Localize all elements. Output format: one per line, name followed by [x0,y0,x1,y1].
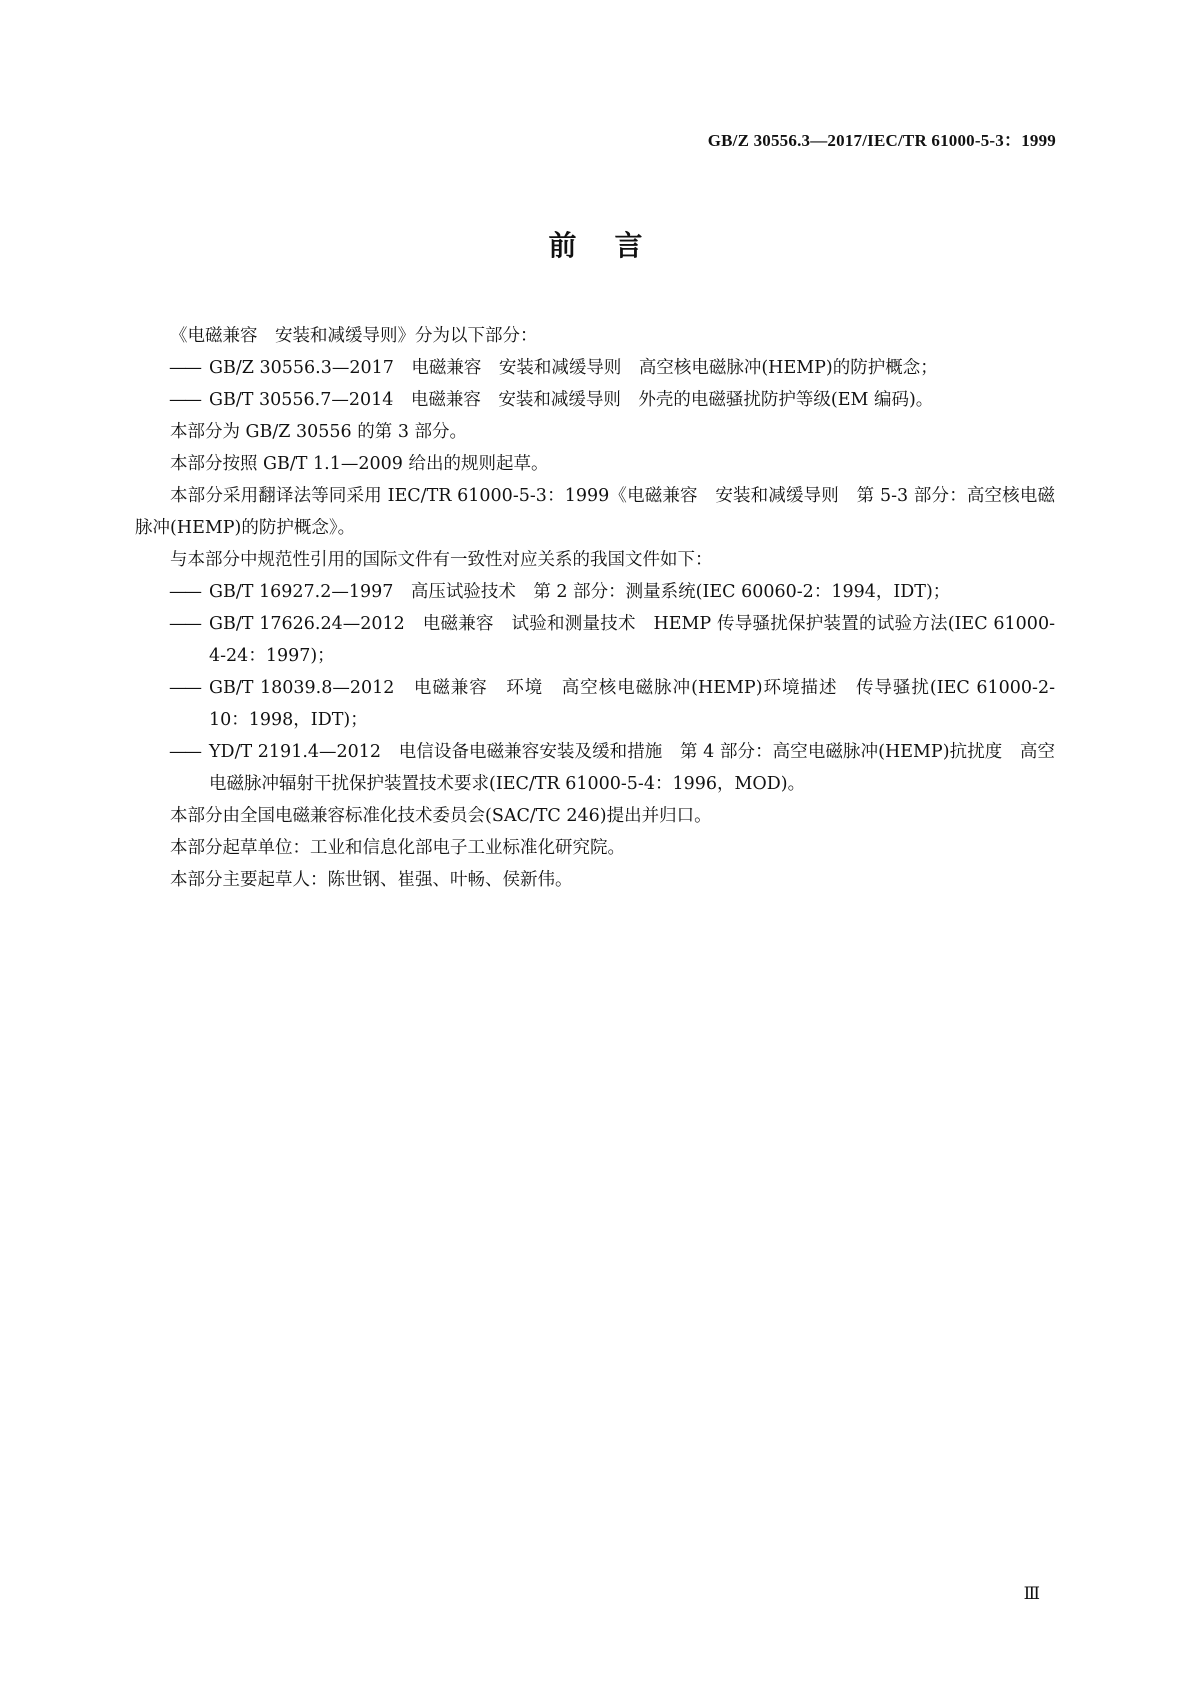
dash-marker: —— [169,678,200,698]
list-item-text: YD/T 2191.4—2012 电信设备电磁兼容安装及缓和措施 第 4 部分：高空电磁脉冲(HEMP)抗扰度 高空电磁脉冲辐射干扰保护装置技术要求(IEC/TR 61000-5-4：1996，MOD)。 [209,742,1055,794]
list-item-text: GB/T 30556.7—2014 电磁兼容 安装和减缓导则 外壳的电磁骚扰防护等级(EM 编码)。 [209,390,934,410]
paragraph-drafters: 本部分主要起草人：陈世钢、崔强、叶畅、侯新伟。 [170,870,573,890]
list-item-text: GB/T 16927.2—1997 高压试验技术 第 2 部分：测量系统(IEC 60060-2：1994，IDT)； [209,582,951,602]
list-item [135,576,1055,608]
paragraph-parts-intro: 《电磁兼容 安装和减缓导则》分为以下部分： [170,326,538,346]
dash-marker: —— [169,742,200,762]
list-item [135,608,1055,672]
dash-marker: —— [169,582,200,602]
page-title: 前言 [548,229,681,262]
page-number: Ⅲ [1023,1584,1039,1603]
paragraph-proposer: 本部分由全国电磁兼容标准化技术委员会(SAC/TC 246)提出并归口。 [170,806,712,826]
paragraph-drafting-unit: 本部分起草单位：工业和信息化部电子工业标准化研究院。 [170,838,625,858]
list-item [135,736,1055,800]
paragraph-part-number: 本部分为 GB/Z 30556 的第 3 部分。 [170,422,468,442]
list-item-text: GB/T 17626.24—2012 电磁兼容 试验和测量技术 HEMP 传导骚扰保护装置的试验方法(IEC 61000-4-24：1997)； [209,614,1055,666]
list-item-text: GB/T 18039.8—2012 电磁兼容 环境 高空核电磁脉冲(HEMP)环境描述 传导骚扰(IEC 61000-2-10：1998，IDT)； [209,678,1055,730]
standard-code-header: GB/Z 30556.3—2017/IEC/TR 61000-5-3：1999 [707,131,1056,150]
dash-marker: —— [169,390,200,410]
dash-marker: —— [169,358,200,378]
list-item-text: GB/Z 30556.3—2017 电磁兼容 安装和减缓导则 高空核电磁脉冲(HEMP)的防护概念； [209,358,938,378]
paragraph-drafting-rules: 本部分按照 GB/T 1.1—2009 给出的规则起草。 [170,454,549,474]
document-body [135,320,1055,896]
paragraph-adoption: 本部分采用翻译法等同采用 IEC/TR 61000-5-3：1999《电磁兼容 安装和减缓导则 第 5-3 部分：高空核电磁脉冲(HEMP)的防护概念》。 [135,486,1055,538]
list-item [135,672,1055,736]
list-item [135,352,1055,384]
dash-marker: —— [169,614,200,634]
paragraph-correspondence-intro: 与本部分中规范性引用的国际文件有一致性对应关系的我国文件如下： [170,550,713,570]
list-item [135,384,1055,416]
